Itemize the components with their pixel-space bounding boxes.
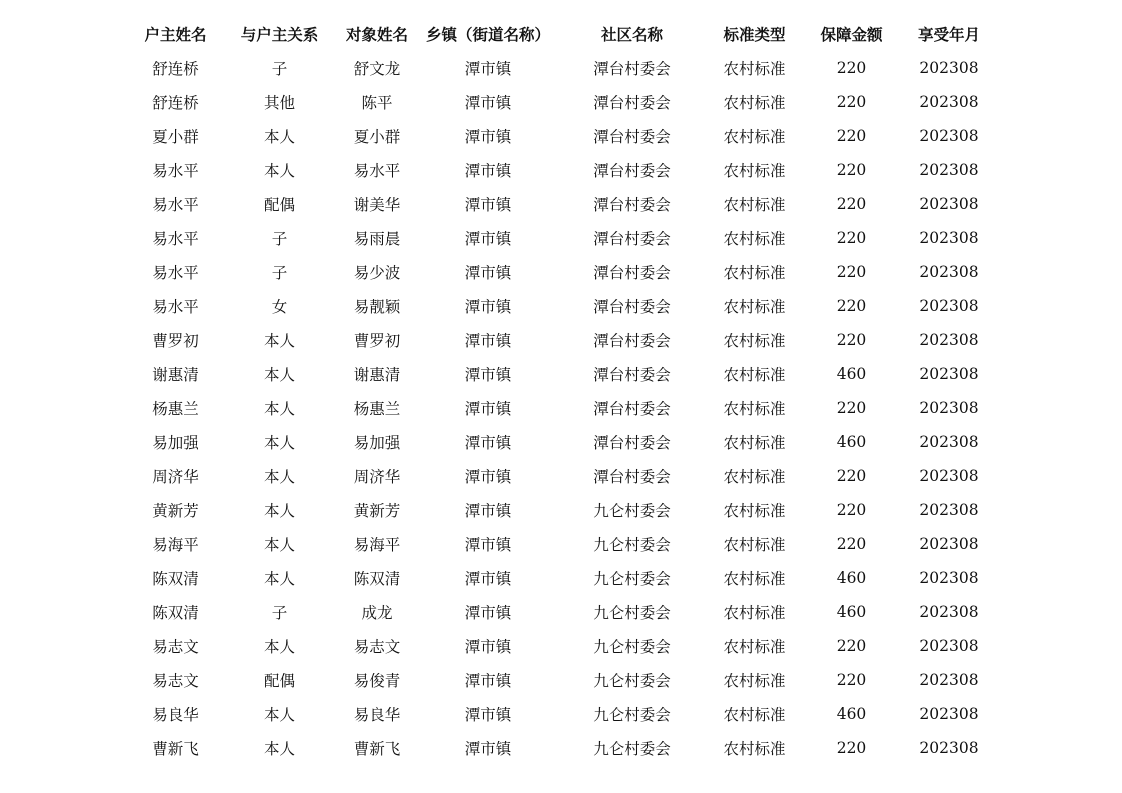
cell-relation: 本人	[263, 570, 295, 588]
cell-community: 潭台村委会	[593, 332, 671, 350]
cell-month: 202308	[919, 297, 979, 315]
cell-town: 潭市镇	[464, 740, 512, 758]
column-header-standard-type: 标准类型	[723, 25, 786, 44]
cell-town: 潭市镇	[464, 94, 512, 112]
cell-amount: 220	[836, 535, 867, 553]
cell-relation: 配偶	[263, 672, 295, 690]
cell-standard-type: 农村标准	[723, 706, 786, 724]
cell-amount: 220	[836, 195, 867, 213]
table-row	[128, 663, 998, 697]
cell-amount: 220	[836, 467, 867, 485]
cell-householder: 易水平	[152, 162, 199, 180]
cell-community: 潭台村委会	[593, 468, 671, 486]
cell-recipient: 曹新飞	[353, 740, 401, 758]
cell-community: 潭台村委会	[593, 60, 671, 78]
cell-recipient: 易志文	[353, 638, 401, 656]
cell-relation: 子	[271, 264, 288, 282]
cell-amount: 220	[836, 637, 867, 655]
cell-standard-type: 农村标准	[723, 298, 786, 316]
cell-amount: 460	[836, 433, 867, 451]
cell-relation: 本人	[263, 434, 295, 452]
cell-recipient: 易良华	[353, 706, 401, 724]
cell-relation: 本人	[263, 706, 295, 724]
cell-amount: 220	[836, 59, 867, 77]
cell-community: 九仑村委会	[593, 604, 671, 622]
cell-standard-type: 农村标准	[723, 570, 786, 588]
column-header-community: 社区名称	[600, 25, 663, 44]
cell-relation: 本人	[263, 400, 295, 418]
cell-town: 潭市镇	[464, 162, 512, 180]
table-row	[128, 459, 998, 493]
table-row	[128, 85, 998, 119]
roster-table	[128, 17, 998, 765]
table-row	[128, 595, 998, 629]
cell-recipient: 曹罗初	[353, 332, 401, 350]
cell-recipient: 杨惠兰	[353, 400, 401, 418]
cell-month: 202308	[919, 365, 979, 383]
cell-amount: 220	[836, 739, 867, 757]
cell-recipient: 成龙	[361, 604, 393, 622]
cell-month: 202308	[919, 331, 979, 349]
cell-amount: 460	[836, 603, 867, 621]
cell-standard-type: 农村标准	[723, 230, 786, 248]
cell-town: 潭市镇	[464, 502, 512, 520]
cell-householder: 易水平	[152, 298, 199, 316]
cell-month: 202308	[919, 603, 979, 621]
cell-householder: 易志文	[152, 638, 199, 656]
column-header-householder: 户主姓名	[144, 25, 207, 44]
cell-community: 九仑村委会	[593, 570, 671, 588]
cell-relation: 本人	[263, 162, 295, 180]
cell-householder: 谢惠清	[152, 366, 199, 384]
table-row	[128, 697, 998, 731]
table-row	[128, 221, 998, 255]
cell-householder: 易水平	[152, 264, 199, 282]
cell-relation: 子	[271, 60, 288, 78]
cell-community: 潭台村委会	[593, 400, 671, 418]
cell-amount: 220	[836, 501, 867, 519]
cell-month: 202308	[919, 161, 979, 179]
cell-relation: 本人	[263, 536, 295, 554]
table-row	[128, 391, 998, 425]
cell-recipient: 易海平	[353, 536, 401, 554]
cell-town: 潭市镇	[464, 60, 512, 78]
cell-town: 潭市镇	[464, 400, 512, 418]
cell-amount: 220	[836, 331, 867, 349]
cell-town: 潭市镇	[464, 672, 512, 690]
cell-relation: 本人	[263, 638, 295, 656]
cell-town: 潭市镇	[464, 366, 512, 384]
cell-standard-type: 农村标准	[723, 536, 786, 554]
cell-community: 九仑村委会	[593, 740, 671, 758]
column-header-month: 享受年月	[917, 25, 980, 44]
cell-amount: 460	[836, 365, 867, 383]
cell-recipient: 易水平	[353, 162, 401, 180]
cell-householder: 黄新芳	[152, 502, 199, 520]
cell-standard-type: 农村标准	[723, 400, 786, 418]
cell-recipient: 谢美华	[353, 196, 401, 214]
table-row	[128, 187, 998, 221]
cell-community: 潭台村委会	[593, 162, 671, 180]
cell-standard-type: 农村标准	[723, 264, 786, 282]
table-row	[128, 629, 998, 663]
table-row	[128, 357, 998, 391]
cell-amount: 220	[836, 93, 867, 111]
cell-town: 潭市镇	[464, 196, 512, 214]
table-row	[128, 119, 998, 153]
table-row	[128, 425, 998, 459]
cell-community: 潭台村委会	[593, 230, 671, 248]
cell-community: 潭台村委会	[593, 94, 671, 112]
cell-community: 九仑村委会	[593, 672, 671, 690]
cell-town: 潭市镇	[464, 332, 512, 350]
cell-householder: 夏小群	[152, 128, 199, 146]
cell-recipient: 谢惠清	[353, 366, 401, 384]
cell-recipient: 易靓颖	[353, 298, 401, 316]
column-header-relation: 与户主关系	[240, 25, 319, 44]
cell-householder: 易志文	[152, 672, 199, 690]
cell-month: 202308	[919, 263, 979, 281]
cell-householder: 曹新飞	[152, 740, 199, 758]
table-row	[128, 561, 998, 595]
cell-community: 潭台村委会	[593, 128, 671, 146]
cell-community: 九仑村委会	[593, 502, 671, 520]
table-row	[128, 51, 998, 85]
table-row	[128, 153, 998, 187]
cell-month: 202308	[919, 739, 979, 757]
cell-householder: 易水平	[152, 230, 199, 248]
cell-community: 潭台村委会	[593, 264, 671, 282]
cell-recipient: 黄新芳	[353, 502, 401, 520]
cell-standard-type: 农村标准	[723, 604, 786, 622]
cell-month: 202308	[919, 399, 979, 417]
cell-recipient: 夏小群	[353, 128, 401, 146]
cell-town: 潭市镇	[464, 128, 512, 146]
cell-amount: 220	[836, 399, 867, 417]
cell-month: 202308	[919, 569, 979, 587]
cell-relation: 其他	[263, 94, 295, 112]
cell-recipient: 易少波	[353, 264, 401, 282]
cell-community: 九仑村委会	[593, 706, 671, 724]
cell-recipient: 陈平	[361, 94, 393, 112]
column-header-recipient: 对象姓名	[345, 25, 408, 44]
cell-recipient: 易加强	[353, 434, 401, 452]
table-row	[128, 323, 998, 357]
cell-recipient: 易俊青	[353, 672, 401, 690]
cell-town: 潭市镇	[464, 434, 512, 452]
cell-amount: 460	[836, 569, 867, 587]
table-body	[128, 51, 998, 765]
cell-standard-type: 农村标准	[723, 162, 786, 180]
cell-month: 202308	[919, 705, 979, 723]
cell-householder: 杨惠兰	[152, 400, 199, 418]
cell-standard-type: 农村标准	[723, 60, 786, 78]
cell-standard-type: 农村标准	[723, 128, 786, 146]
cell-standard-type: 农村标准	[723, 468, 786, 486]
cell-amount: 460	[836, 705, 867, 723]
cell-householder: 周济华	[152, 468, 199, 486]
cell-relation: 本人	[263, 128, 295, 146]
cell-town: 潭市镇	[464, 468, 512, 486]
cell-relation: 配偶	[263, 196, 295, 214]
cell-relation: 本人	[263, 468, 295, 486]
cell-town: 潭市镇	[464, 570, 512, 588]
cell-householder: 舒连桥	[152, 60, 199, 78]
cell-month: 202308	[919, 229, 979, 247]
cell-amount: 220	[836, 671, 867, 689]
cell-standard-type: 农村标准	[723, 434, 786, 452]
cell-town: 潭市镇	[464, 604, 512, 622]
table-row	[128, 527, 998, 561]
cell-standard-type: 农村标准	[723, 672, 786, 690]
cell-relation: 子	[271, 230, 288, 248]
cell-community: 九仑村委会	[593, 638, 671, 656]
cell-community: 九仑村委会	[593, 536, 671, 554]
cell-month: 202308	[919, 93, 979, 111]
column-header-town: 乡镇（街道名称）	[425, 25, 550, 44]
cell-month: 202308	[919, 637, 979, 655]
cell-month: 202308	[919, 535, 979, 553]
cell-month: 202308	[919, 127, 979, 145]
cell-standard-type: 农村标准	[723, 502, 786, 520]
cell-householder: 陈双清	[152, 604, 199, 622]
cell-community: 潭台村委会	[593, 196, 671, 214]
cell-standard-type: 农村标准	[723, 638, 786, 656]
cell-town: 潭市镇	[464, 706, 512, 724]
cell-standard-type: 农村标准	[723, 740, 786, 758]
cell-month: 202308	[919, 467, 979, 485]
cell-community: 潭台村委会	[593, 298, 671, 316]
cell-standard-type: 农村标准	[723, 332, 786, 350]
cell-month: 202308	[919, 433, 979, 451]
cell-relation: 本人	[263, 332, 295, 350]
cell-standard-type: 农村标准	[723, 94, 786, 112]
cell-amount: 220	[836, 297, 867, 315]
cell-month: 202308	[919, 59, 979, 77]
cell-town: 潭市镇	[464, 230, 512, 248]
cell-relation: 子	[271, 604, 288, 622]
cell-householder: 易加强	[152, 434, 199, 452]
cell-amount: 220	[836, 127, 867, 145]
cell-relation: 本人	[263, 502, 295, 520]
cell-community: 潭台村委会	[593, 366, 671, 384]
cell-recipient: 陈双清	[353, 570, 401, 588]
cell-householder: 陈双清	[152, 570, 199, 588]
cell-town: 潭市镇	[464, 264, 512, 282]
cell-householder: 舒连桥	[152, 94, 199, 112]
cell-month: 202308	[919, 501, 979, 519]
cell-householder: 易良华	[152, 706, 199, 724]
table-row	[128, 731, 998, 765]
table-row	[128, 255, 998, 289]
cell-amount: 220	[836, 229, 867, 247]
cell-recipient: 易雨晨	[353, 230, 401, 248]
table-row	[128, 493, 998, 527]
cell-standard-type: 农村标准	[723, 196, 786, 214]
cell-town: 潭市镇	[464, 298, 512, 316]
cell-relation: 本人	[263, 740, 295, 758]
column-header-amount: 保障金额	[820, 25, 883, 44]
cell-amount: 220	[836, 161, 867, 179]
cell-community: 潭台村委会	[593, 434, 671, 452]
cell-householder: 易水平	[152, 196, 199, 214]
cell-amount: 220	[836, 263, 867, 281]
cell-recipient: 舒文龙	[353, 60, 401, 78]
table-header-row	[128, 17, 998, 51]
cell-relation: 女	[271, 298, 288, 316]
cell-householder: 易海平	[152, 536, 199, 554]
cell-town: 潭市镇	[464, 536, 512, 554]
cell-town: 潭市镇	[464, 638, 512, 656]
cell-relation: 本人	[263, 366, 295, 384]
cell-standard-type: 农村标准	[723, 366, 786, 384]
cell-householder: 曹罗初	[152, 332, 199, 350]
table-row	[128, 289, 998, 323]
cell-month: 202308	[919, 195, 979, 213]
cell-month: 202308	[919, 671, 979, 689]
cell-recipient: 周济华	[353, 468, 401, 486]
